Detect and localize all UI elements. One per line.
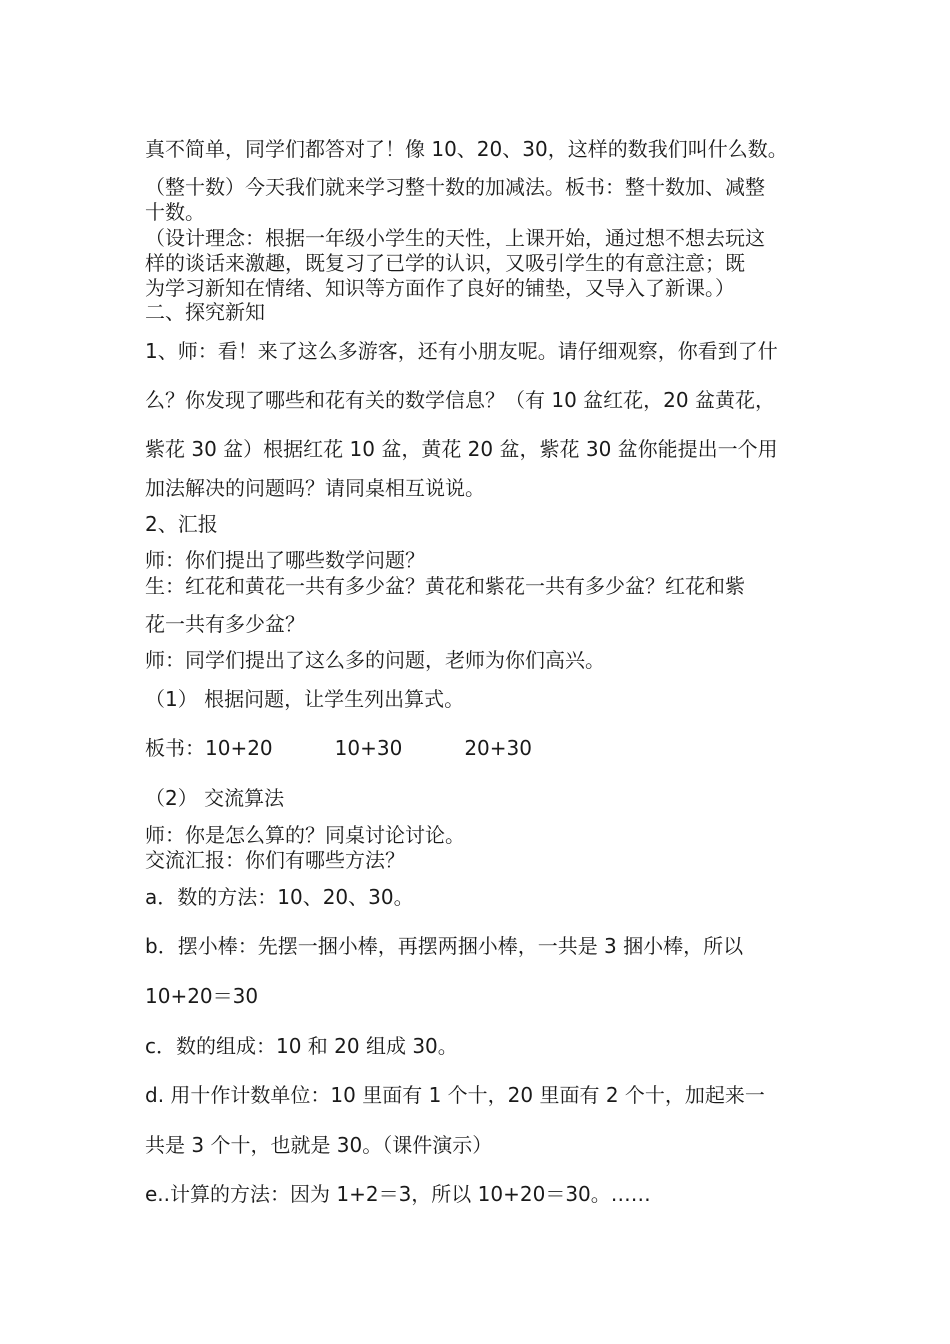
formula-row	[145, 736, 532, 760]
text-line: 师：同学们提出了这么多的问题，老师为你们高兴。	[145, 648, 605, 672]
text-line: 样的谈话来激趣，既复习了已学的认识，又吸引学生的有意注意；既	[145, 251, 745, 275]
text-line: b．摆小棒：先摆一捆小棒，再摆两捆小棒，一共是 3 捆小棒，所以	[145, 934, 744, 958]
text-line: （2） 交流算法	[145, 786, 285, 810]
text-line: 2、汇报	[145, 512, 218, 536]
text-line: 紫花 30 盆）根据红花 10 盆，黄花 20 盆，紫花 30 盆你能提出一个用	[145, 437, 778, 461]
text-line: 交流汇报：你们有哪些方法？	[145, 848, 405, 872]
text-line: 真不简单，同学们都答对了！像 10、20、30，这样的数我们叫什么数。	[145, 137, 788, 161]
formula-expr: 20+30	[464, 736, 532, 760]
text-line: （整十数）今天我们就来学习整十数的加减法。板书：整十数加、减整	[145, 175, 765, 199]
text-line: 十数。	[145, 200, 205, 224]
text-line: 为学习新知在情绪、知识等方面作了良好的铺垫，又导入了新课。）	[145, 276, 735, 300]
formula-prefix: 板书：10+20	[145, 736, 273, 760]
text-line: （1） 根据问题，让学生列出算式。	[145, 687, 465, 711]
text-line: 生：红花和黄花一共有多少盆？黄花和紫花一共有多少盆？红花和紫	[145, 574, 745, 598]
text-line: 么？你发现了哪些和花有关的数学信息？（有 10 盆红花，20 盆黄花，	[145, 388, 775, 412]
text-line: 10+20＝30	[145, 984, 259, 1008]
text-line: e..计算的方法：因为 1+2＝3，所以 10+20＝30。……	[145, 1182, 651, 1206]
text-line: a．数的方法：10、20、30。	[145, 885, 414, 909]
text-line: 花一共有多少盆？	[145, 612, 305, 636]
formula-expr: 10+30	[334, 736, 403, 760]
section-heading: 二、探究新知	[145, 300, 265, 324]
text-line: 加法解决的问题吗？请同桌相互说说。	[145, 476, 485, 500]
text-line: 师：你们提出了哪些数学问题？	[145, 548, 425, 572]
text-line: 1、师：看！来了这么多游客，还有小朋友呢。请仔细观察，你看到了什	[145, 339, 778, 363]
text-line: （设计理念：根据一年级小学生的天性，上课开始，通过想不想去玩这	[145, 226, 765, 250]
text-line: 共是 3 个十，也就是 30。（课件演示）	[145, 1133, 493, 1157]
text-line: 师：你是怎么算的？同桌讨论讨论。	[145, 823, 465, 847]
text-line: c．数的组成：10 和 20 组成 30。	[145, 1034, 458, 1058]
text-line: d. 用十作计数单位：10 里面有 1 个十，20 里面有 2 个十，加起来一	[145, 1083, 765, 1107]
